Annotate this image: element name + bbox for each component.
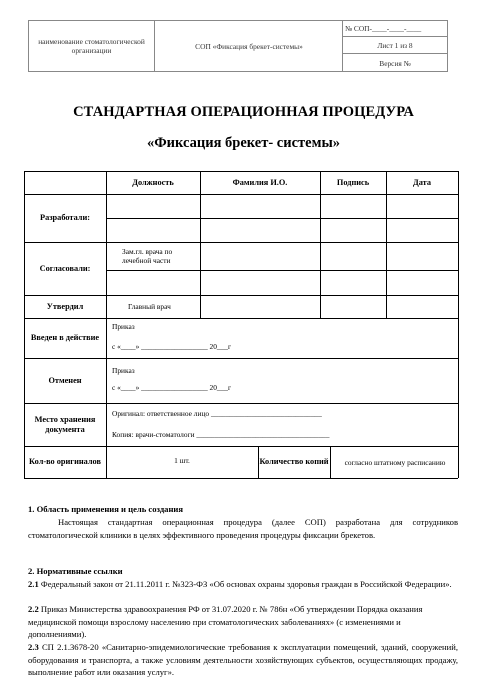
sop-title-cell: СОП «Фиксация брекет-системы»	[156, 21, 343, 71]
section1-heading: 1. Область применения и цель создания	[28, 504, 184, 514]
reference-text: Приказ Министерства здравоохранения РФ от 31.07.2020 г. № 786н «Об утверждении Порядка оказания медицинской помощи взрослому населению при стоматологических заболеваниях» (с изменениями и дополнениями).	[28, 604, 423, 639]
copies-value: согласно штатному расписанию	[344, 457, 446, 467]
storage-label: Место хранения документа	[34, 414, 96, 434]
section2-heading: 2. Нормативные ссылки	[28, 566, 123, 576]
cancelled-date-line: с «____» __________________ 20___г	[112, 382, 232, 392]
cancelled-order: Приказ	[112, 365, 135, 375]
introduced-label: Введен в действие	[30, 333, 100, 342]
storage-original: Оригинал: ответственное лицо ______________________________	[112, 408, 322, 418]
cancelled-label: Отменен	[48, 375, 82, 385]
reference-text: СП 2.1.3678-20 «Санитарно-эпидемиологические требования к эксплуатации помещений, зданий, сооружений, оборудования и транспорта, а также условиям деятельности хозяйствующих субъектов, осуществляющих продажу, выполнение работ или оказания услуг».	[28, 642, 458, 677]
sheet-number: Лист 1 из 8	[343, 38, 447, 54]
reference-item	[28, 641, 458, 679]
reference-number: 2.3	[28, 642, 39, 652]
col-signature-header: Подпись	[336, 177, 370, 187]
storage-copy: Копия: врачи-стоматологи ____________________________________	[112, 429, 330, 439]
version-number: Версия №	[379, 58, 411, 68]
reference-item	[28, 603, 458, 641]
reference-item	[28, 578, 458, 591]
copies-label: Количество копий	[259, 457, 329, 466]
document-subtitle: «Фиксация брекет- системы»	[146, 135, 341, 151]
reference-number: 2.2	[28, 604, 39, 614]
col-name-header: Фамилия И.О.	[232, 177, 288, 187]
document-title: СТАНДАРТНАЯ ОПЕРАЦИОННАЯ ПРОЦЕДУРА	[73, 104, 414, 120]
agreed-position: Зам.гл. врача по лечебной части	[122, 247, 173, 265]
col-position-header: Должность	[132, 177, 174, 187]
introduced-date-line: с «____» __________________ 20___г	[112, 341, 232, 351]
approved-position: Главный врач	[128, 302, 171, 311]
reference-number: 2.1	[28, 579, 39, 589]
agreed-label: Согласовали:	[39, 263, 91, 273]
developed-label: Разработали:	[40, 213, 90, 222]
originals-count: 1 шт.	[174, 455, 190, 465]
col-date-header: Дата	[413, 177, 431, 187]
reference-text: Федеральный закон от 21.11.2011 г. №323-ФЗ «Об основах охраны здоровья граждан в Российской Федерации».	[40, 579, 452, 589]
originals-count-label: Кол-во оригиналов	[29, 457, 101, 466]
sop-meta	[343, 21, 447, 71]
sop-number: № СОП-____-____-____	[343, 21, 447, 37]
introduced-order: Приказ	[112, 321, 135, 331]
approved-label: Утвердил	[46, 301, 84, 311]
section1-text: Настоящая стандартная операционная процедура (далее СОП) разработана для сотрудников стоматологической клиники в целях эффективного проведения процедуры фиксации брекетов.	[28, 517, 458, 540]
document-header	[28, 20, 448, 72]
organization-name: наименование стоматологической организации	[29, 21, 155, 71]
